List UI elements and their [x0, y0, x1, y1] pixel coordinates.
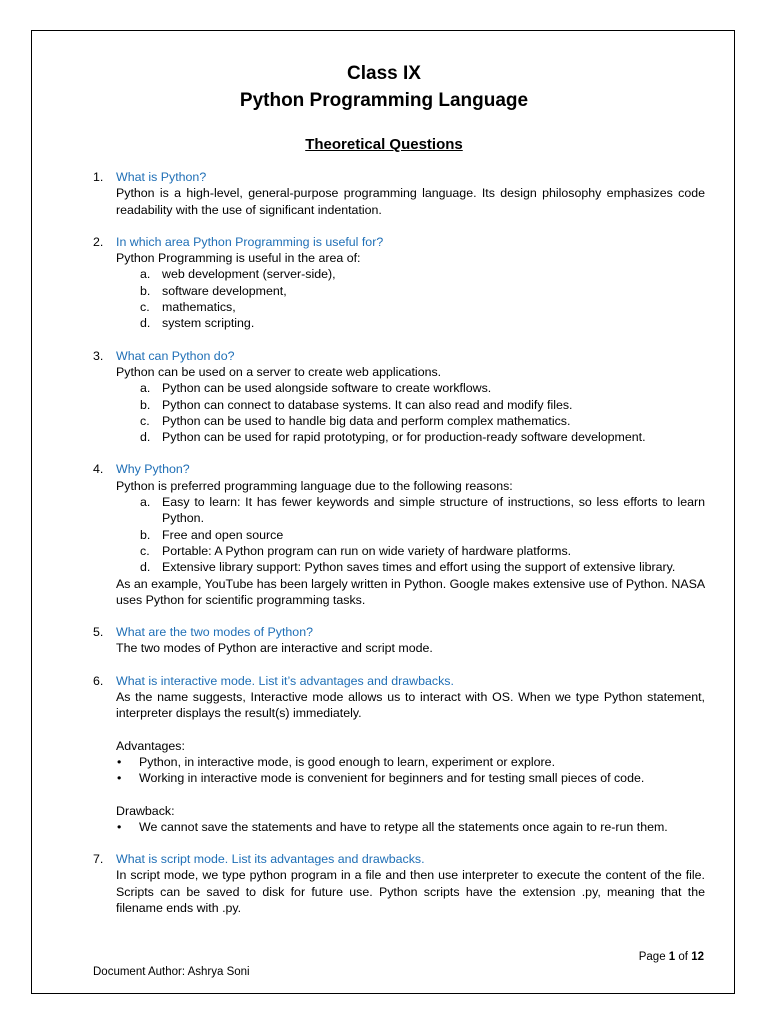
list-item-text: Python can be used to handle big data and perform complex mathematics. [162, 413, 571, 428]
list-item-text: software development, [162, 283, 287, 298]
question-number: 7. [93, 852, 104, 867]
answer-text: Python is a high-level, general-purpose programming language. Its design philosophy emphasizes code readability with the use of significant indentation. [116, 186, 705, 217]
drawback-label: Drawback: [116, 803, 175, 818]
question-2 [93, 234, 705, 332]
list-item [140, 429, 705, 445]
question-4 [93, 461, 705, 608]
question-3 [93, 348, 705, 446]
list-item: • Python, in interactive mode, is good enough to learn, experiment or explore. [139, 754, 705, 770]
answer-intro: Python can be used on a server to create web applications. [116, 364, 442, 379]
page-number [639, 951, 704, 963]
list-item [140, 413, 705, 429]
document-author: Document Author: Ashrya Soni [93, 966, 250, 978]
advantages-list [116, 754, 705, 787]
question-number: 5. [93, 625, 104, 640]
answer-intro: Python is preferred programming language due to the following reasons: [116, 478, 513, 493]
questions-list [93, 169, 705, 932]
list-item [140, 266, 705, 282]
page-current: 1 [668, 951, 676, 963]
list-item [140, 380, 705, 396]
list-marker: a. [140, 495, 151, 510]
answer-list [116, 494, 705, 575]
list-marker: d. [140, 560, 151, 575]
question-number: 1. [93, 170, 104, 184]
answer-text: As the name suggests, Interactive mode allows us to interact with OS. When we type Python statement, interpreter displays the result(s) immediately. [116, 690, 705, 721]
list-marker: c. [140, 413, 150, 428]
list-item [140, 283, 705, 299]
list-item-text: Extensive library support: Python saves times and effort using the support of extensive library. [162, 560, 676, 575]
answer-text: In script mode, we type python program in a file and then use interpreter to execute the content of the file. Scripts can be saved to disk for future use. Python scripts have the extension .py, meaning that the filename ends with .py. [116, 868, 705, 915]
list-item: • We cannot save the statements and have to retype all the statements once again to re-run them. [139, 819, 705, 835]
list-item-text: system scripting. [162, 316, 255, 331]
list-marker: a. [140, 267, 151, 282]
list-item: • Working in interactive mode is convenient for beginners and for testing small pieces of code. [139, 770, 705, 786]
answer-list [116, 380, 705, 445]
list-item [140, 299, 705, 315]
answer-intro: Python Programming is useful in the area of: [116, 251, 361, 266]
document-subject: Python Programming Language [239, 90, 529, 111]
page-total: 12 [691, 951, 704, 963]
list-item-text: Portable: A Python program can run on wide variety of hardware platforms. [162, 543, 572, 558]
section-heading: Theoretical Questions [305, 136, 463, 153]
question-1 [93, 169, 705, 218]
question-number: 2. [93, 234, 104, 249]
list-marker: b. [140, 397, 151, 412]
list-item-text: Easy to learn: It has fewer keywords and simple structure of instructions, so less efforts to learn Python. [162, 495, 705, 526]
document-title: Class IX [347, 63, 421, 84]
list-marker: c. [140, 300, 150, 315]
question-title: Why Python? [116, 462, 190, 477]
page-prefix: Page [638, 951, 666, 963]
list-marker: c. [140, 543, 150, 558]
list-marker: b. [140, 283, 151, 298]
question-title: What is Python? [116, 170, 207, 184]
list-item [140, 315, 705, 331]
question-number: 4. [93, 462, 104, 477]
list-item [140, 527, 705, 543]
answer-list [116, 266, 705, 331]
answer-outro: As an example, YouTube has been largely written in Python. Google makes extensive use of Python. NASA uses Python for scientific programming tasks. [116, 576, 705, 607]
question-number: 3. [93, 348, 104, 363]
list-marker: a. [140, 381, 151, 396]
advantages-label: Advantages: [116, 738, 185, 753]
drawbacks-list [116, 819, 705, 835]
list-item [140, 494, 705, 527]
list-item-text: web development (server-side), [162, 267, 336, 282]
question-title: In which area Python Programming is useful for? [116, 234, 384, 249]
question-title: What can Python do? [116, 348, 235, 363]
list-item-text: Python can connect to database systems. It can also read and modify files. [162, 397, 573, 412]
list-marker: d. [140, 316, 151, 331]
answer-text: The two modes of Python are interactive and script mode. [116, 641, 433, 656]
list-marker: d. [140, 430, 151, 445]
question-7 [93, 851, 705, 916]
question-title: What are the two modes of Python? [116, 625, 313, 640]
question-5 [93, 624, 705, 657]
list-item-text: Python can be used for rapid prototyping, or for production-ready software development. [162, 430, 646, 445]
question-number: 6. [93, 673, 104, 688]
question-title: What is interactive mode. List it’s advantages and drawbacks. [116, 673, 454, 688]
list-item [140, 397, 705, 413]
question-title: What is script mode. List its advantages and drawbacks. [116, 852, 425, 867]
list-marker: b. [140, 527, 151, 542]
list-item [140, 543, 705, 559]
question-6 [93, 673, 705, 835]
list-item [140, 559, 705, 575]
page-of: of [678, 951, 688, 963]
list-item-text: mathematics, [162, 300, 236, 315]
list-item-text: Python can be used alongside software to create workflows. [162, 381, 492, 396]
list-item-text: Free and open source [162, 527, 284, 542]
